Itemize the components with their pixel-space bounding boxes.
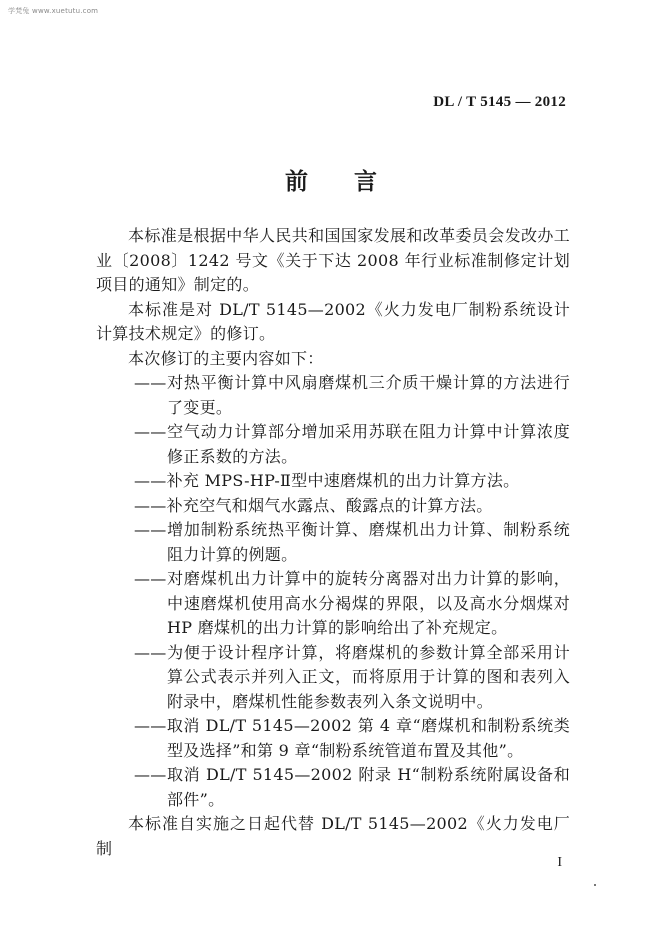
paragraph: 本标准是对 DL/T 5145—2002《火力发电厂制粉系统设计计算技术规定》的修订。 <box>96 299 570 343</box>
page-number: I <box>557 855 562 870</box>
paragraph: 本标准是根据中华人民共和国国家发展和改革委员会发改办工业〔2008〕1242 号文《关于下达 2008 年行业标准制修定计划项目的通知》制定的。 <box>96 226 570 294</box>
standard-number: DL / T 5145 — 2012 <box>433 94 566 110</box>
watermark: 学梵兔 www.xuetutu.com <box>8 7 99 15</box>
list-item: ——取消 DL/T 5145—2002 第 4 章“磨煤机和制粉系统类型及选择”和第 9 章“制粉系统管道布置及其他”。 <box>134 716 570 760</box>
list-item: ——取消 DL/T 5145—2002 附录 H“制粉系统附属设备和部件”。 <box>134 765 570 809</box>
list-item: ——空气动力计算部分增加采用苏联在阻力计算中计算浓度修正系数的方法。 <box>134 422 570 466</box>
closing-paragraph: 本标准自实施之日起代替 DL/T 5145—2002《火力发电厂制 <box>96 814 570 858</box>
page-title: 前言 <box>285 168 423 195</box>
list-item: ——对热平衡计算中风扇磨煤机三介质干燥计算的方法进行了变更。 <box>134 373 570 417</box>
list-item: ——补充 MPS-HP-Ⅱ型中速磨煤机的出力计算方法。 <box>134 471 520 490</box>
body-content <box>96 224 570 861</box>
scan-speck <box>594 884 596 886</box>
list-item: ——对磨煤机出力计算中的旋转分离器对出力计算的影响，中速磨煤机使用高水分褐煤的界限，以及高水分烟煤对 HP 磨煤机的出力计算的影响给出了补充规定。 <box>134 569 570 637</box>
list-item: ——增加制粉系统热平衡计算、磨煤机出力计算、制粉系统阻力计算的例题。 <box>134 520 570 564</box>
paragraph: 本次修订的主要内容如下： <box>128 348 324 368</box>
list-item: ——补充空气和烟气水露点、酸露点的计算方法。 <box>134 495 493 515</box>
list-item: ——为便于设计程序计算，将磨煤机的参数计算全部采用计算公式表示并列入正文，而将原用于计算的图和表列入附录中，磨煤机性能参数表列入条文说明中。 <box>134 642 570 711</box>
